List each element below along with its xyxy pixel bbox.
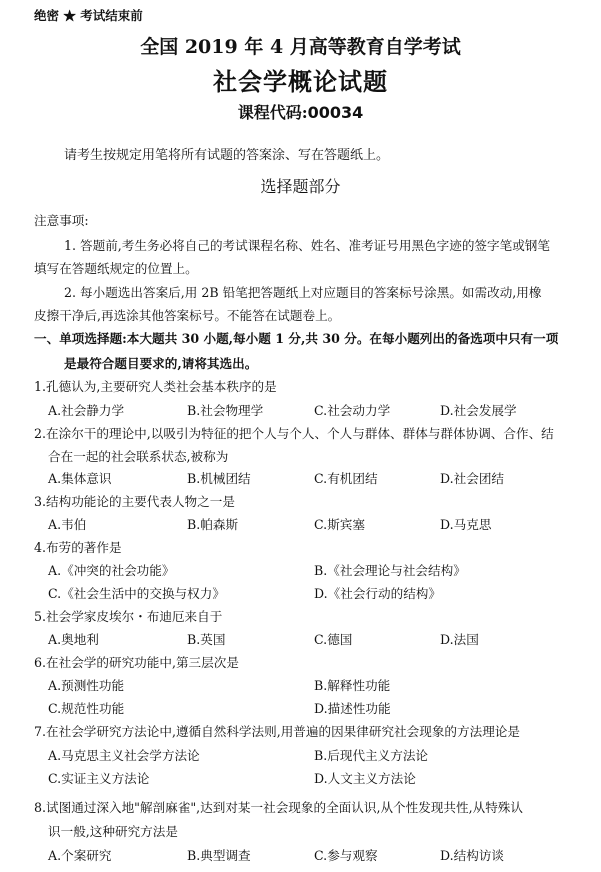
exam-title: 全国 2019 年 4 月高等教育自学考试 xyxy=(140,36,461,58)
question-6-option-a: A.预测性功能 xyxy=(48,678,125,693)
question-7-option-d: D.人文主义方法论 xyxy=(314,771,416,786)
question-8-option-c: C.参与观察 xyxy=(314,848,378,863)
question-7-option-b: B.后现代主义方法论 xyxy=(314,748,429,763)
course-code-value: 00034 xyxy=(307,103,364,122)
question-3-option-c: C.斯宾塞 xyxy=(314,517,365,532)
question-7-stem: 7.在社会学研究方法论中,遵循自然科学法则,用普遍的因果律研究社会现象的方法理论是 xyxy=(34,724,520,739)
question-6-option-c: C.规范性功能 xyxy=(48,701,125,716)
question-4-option-c: C.《社会生活中的交换与权力》 xyxy=(48,586,225,601)
course-code xyxy=(0,100,601,123)
question-3-option-b: B.帕森斯 xyxy=(187,517,239,532)
question-3-option-a: A.韦伯 xyxy=(48,517,87,532)
question-3-stem: 3.结构功能论的主要代表人物之一是 xyxy=(34,494,235,509)
note-1-line-1: 1. 答题前,考生务必将自己的考试课程名称、姓名、准考证号用黑色字迹的签字笔或钢笔 xyxy=(64,238,550,253)
instruction: 请考生按规定用笔将所有试题的答案涂、写在答题纸上。 xyxy=(64,148,390,163)
note-2-line-2: 皮擦干净后,再选涂其他答案标号。不能答在试题卷上。 xyxy=(34,308,341,323)
part-title: 选择题部分 xyxy=(260,177,341,196)
question-1-stem: 1.孔德认为,主要研究人类社会基本秩序的是 xyxy=(34,379,277,394)
question-6-stem: 6.在社会学的研究功能中,第三层次是 xyxy=(34,655,239,670)
question-4-option-b: B.《社会理论与社会结构》 xyxy=(314,563,466,578)
question-8-option-b: B.典型调查 xyxy=(187,848,251,863)
question-7-option-c: C.实证主义方法论 xyxy=(48,771,150,786)
note-2-line-1: 2. 每小题选出答案后,用 2B 铅笔把答题纸上对应题目的答案标号涂黑。如需改动,用橡 xyxy=(64,285,542,300)
paper-title: 社会学概论试题 xyxy=(213,67,388,96)
question-8-stem-line-2: 识一般,这种研究方法是 xyxy=(48,824,178,839)
question-4-option-d: D.《社会行动的结构》 xyxy=(314,586,441,601)
question-6-option-d: D.描述性功能 xyxy=(314,701,391,716)
note-1-line-2: 填写在答题纸规定的位置上。 xyxy=(34,261,198,276)
question-3-option-d: D.马克思 xyxy=(440,517,492,532)
question-1-option-a: A.社会静力学 xyxy=(48,403,125,418)
question-4-option-a: A.《冲突的社会功能》 xyxy=(48,563,175,578)
confidential-mark: 绝密 ★ 考试结束前 xyxy=(34,8,143,23)
question-5-option-c: C.德国 xyxy=(314,632,353,647)
question-1-option-b: B.社会物理学 xyxy=(187,403,264,418)
question-2-stem-line-1: 2.在涂尔干的理论中,以吸引为特征的把个人与个人、个人与群体、群体与群体协调、合作、结 xyxy=(34,426,554,441)
section-heading-line-1: 一、单项选择题:本大题共 30 小题,每小题 1 分,共 30 分。在每小题列出的备选项中只有一项 xyxy=(34,331,559,346)
section-heading-line-2: 是最符合题目要求的,请将其选出。 xyxy=(64,356,258,371)
question-8-option-d: D.结构访谈 xyxy=(440,848,505,863)
course-code-label: 课程代码: xyxy=(237,103,308,122)
question-8-stem-line-1: 8.试图通过深入地"解剖麻雀",达到对某一社会现象的全面认识,从个性发现共性,从特殊认 xyxy=(34,800,523,815)
question-6-option-b: B.解释性功能 xyxy=(314,678,391,693)
question-4-stem: 4.布劳的著作是 xyxy=(34,540,122,555)
question-2-stem-line-2: 合在一起的社会联系状态,被称为 xyxy=(48,449,229,464)
question-5-option-a: A.奥地利 xyxy=(48,632,99,647)
question-1-option-d: D.社会发展学 xyxy=(440,403,517,418)
question-2-option-b: B.机械团结 xyxy=(187,471,251,486)
question-5-stem: 5.社会学家皮埃尔・布迪厄来自于 xyxy=(34,609,223,624)
question-2-option-a: A.集体意识 xyxy=(48,471,112,486)
question-2-option-c: C.有机团结 xyxy=(314,471,378,486)
question-2-option-d: D.社会团结 xyxy=(440,471,505,486)
question-5-option-d: D.法国 xyxy=(440,632,479,647)
question-8-option-a: A.个案研究 xyxy=(48,848,112,863)
question-5-option-b: B.英国 xyxy=(187,632,226,647)
question-1-option-c: C.社会动力学 xyxy=(314,403,391,418)
notes-heading: 注意事项: xyxy=(34,213,89,228)
question-7-option-a: A.马克思主义社会学方法论 xyxy=(48,748,200,763)
